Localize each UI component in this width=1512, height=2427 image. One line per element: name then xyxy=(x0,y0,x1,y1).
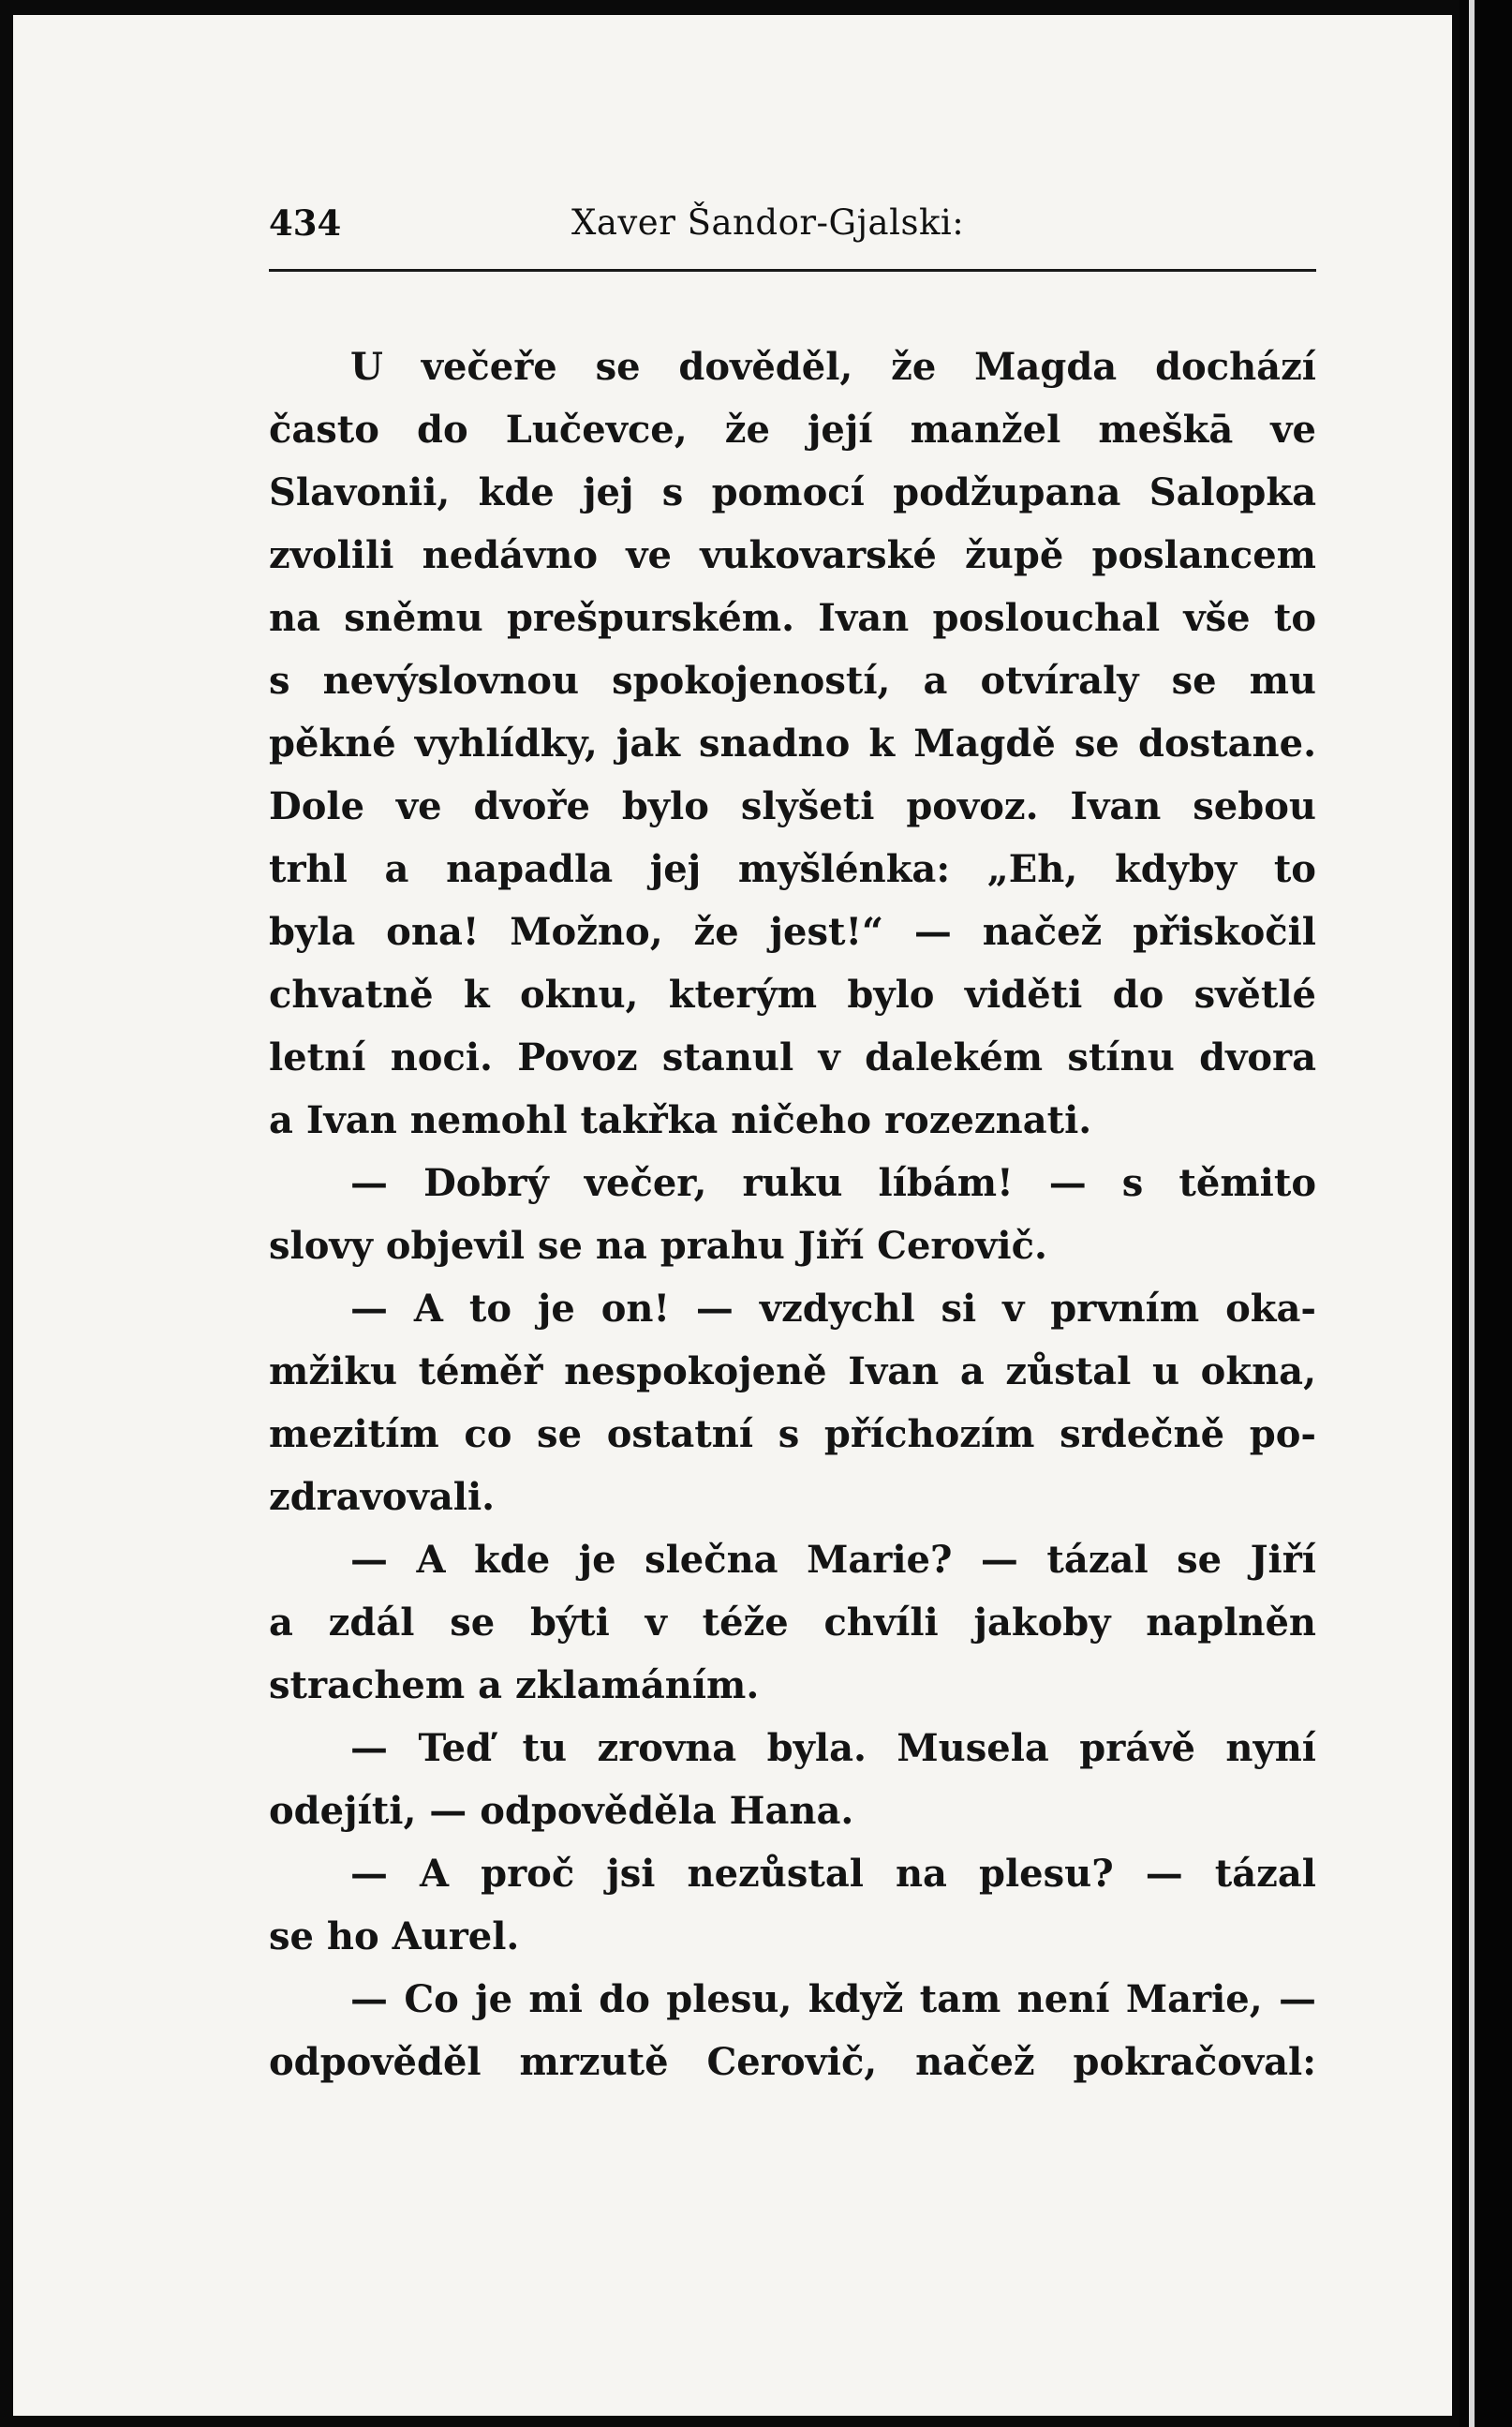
text-line: strachem a zklamáním. xyxy=(269,1663,760,1707)
text-line: — A to je on! — vzdychl si v prvním oka- xyxy=(350,1287,1316,1331)
text-line: a Ivan nemohl takřka ničeho rozeznati. xyxy=(269,1098,1092,1142)
text-line: na sněmu prešpurském. Ivan poslouchal vše to xyxy=(269,596,1316,640)
running-title: Xaver Šandor-Gjalski: xyxy=(571,202,965,243)
text-line: zdravovali. xyxy=(269,1475,496,1519)
text-line: mezitím co se ostatní s příchozím srdečně po- xyxy=(269,1412,1316,1456)
text-line: trhl a napadla jej myšlénka: „Eh, kdyby to xyxy=(269,847,1316,891)
scan-edge xyxy=(1460,0,1512,2427)
page-number: 434 xyxy=(269,202,342,244)
text-line: letní noci. Povoz stanul v dalekém stínu dvora xyxy=(269,1035,1316,1079)
text-line: — A kde je slečna Marie? — tázal se Jiří xyxy=(350,1538,1316,1582)
scan-edge-stripe xyxy=(1469,0,1475,2427)
text-line: — Teď tu zrovna byla. Musela právě nyní xyxy=(350,1726,1316,1770)
text-line: Dole ve dvoře bylo slyšeti povoz. Ivan sebou xyxy=(269,784,1316,828)
text-line: — Co je mi do plesu, když tam není Marie, — xyxy=(350,1977,1316,2021)
text-line: často do Lučevce, že její manžel meškā ve xyxy=(269,408,1316,452)
text-line: a zdál se býti v téže chvíli jakoby naplněn xyxy=(269,1601,1316,1645)
text-line: slovy objevil se na prahu Jiří Cerovič. xyxy=(269,1224,1047,1268)
text-line: zvolili nedávno ve vukovarské župě poslancem xyxy=(269,533,1316,577)
body-text xyxy=(269,335,1316,2093)
text-line: — A proč jsi nezůstal na plesu? — tázal xyxy=(350,1852,1316,1896)
header-rule xyxy=(269,269,1316,272)
text-line: s nevýslovnou spokojeností, a otvíraly se mu xyxy=(269,659,1316,703)
text-line: odpověděl mrzutě Cerovič, načež pokračoval: xyxy=(269,2040,1316,2084)
text-line: Slavonii, kde jej s pomocí podžupana Salopka xyxy=(269,470,1316,514)
text-line: U večeře se dověděl, že Magda dochází xyxy=(350,345,1316,389)
text-line: byla ona! Možno, že jest!“ — načež přiskočil xyxy=(269,910,1316,954)
text-line: mžiku téměř nespokojeně Ivan a zůstal u okna, xyxy=(269,1349,1316,1393)
text-line: chvatně k oknu, kterým bylo viděti do světlé xyxy=(269,973,1316,1017)
text-line: — Dobrý večer, ruku líbám! — s těmito xyxy=(350,1161,1316,1205)
page-header xyxy=(269,200,1316,246)
text-line: se ho Aurel. xyxy=(269,1914,520,1958)
text-line: odejíti, — odpověděla Hana. xyxy=(269,1789,854,1833)
text-line: pěkné vyhlídky, jak snadno k Magdě se dostane. xyxy=(269,722,1316,766)
